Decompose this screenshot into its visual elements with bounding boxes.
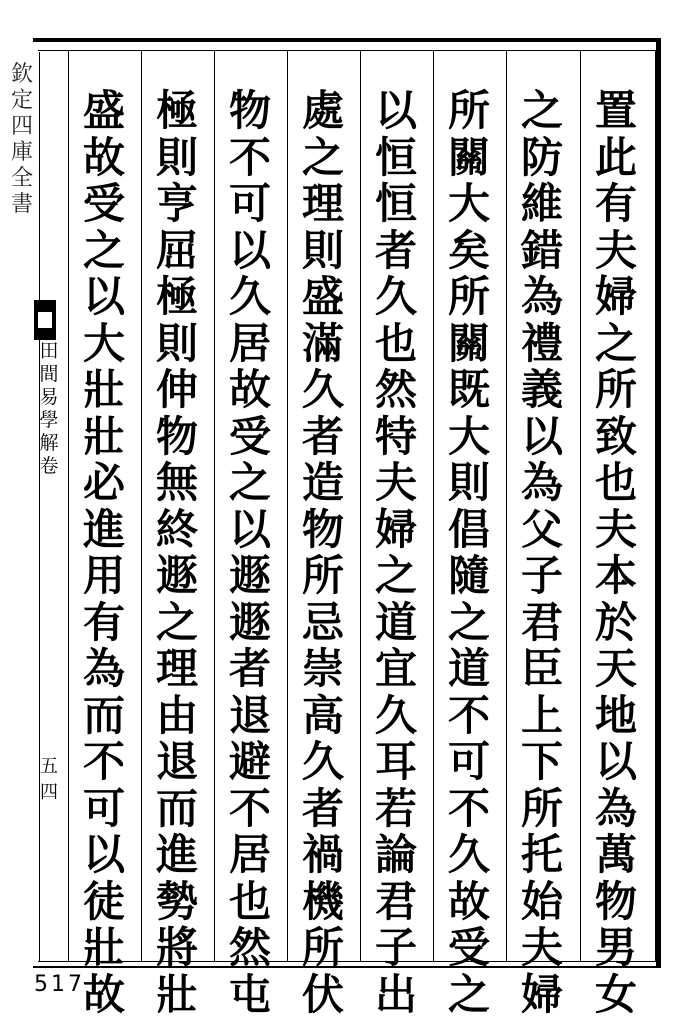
margin-title-char: 全 <box>10 166 33 191</box>
character: 久 <box>301 737 344 786</box>
character: 必 <box>82 458 125 507</box>
character: 夫 <box>520 923 563 972</box>
column-rule <box>580 51 581 961</box>
character: 屯 <box>228 969 271 1019</box>
character: 故 <box>228 365 271 414</box>
character: 天 <box>594 644 637 693</box>
character: 防 <box>520 132 563 182</box>
character: 有 <box>594 179 637 228</box>
character: 無 <box>155 458 198 507</box>
character: 婦 <box>374 504 417 554</box>
character: 然 <box>228 923 271 972</box>
character: 進 <box>82 504 125 554</box>
character: 矣 <box>447 225 490 275</box>
character: 禍 <box>301 830 344 879</box>
character: 伸 <box>155 365 198 414</box>
character: 婦 <box>594 272 637 321</box>
character: 而 <box>82 690 125 740</box>
text-column <box>76 88 132 1018</box>
character: 維 <box>520 179 563 228</box>
character: 由 <box>155 690 198 740</box>
character: 處 <box>301 86 344 135</box>
character: 為 <box>520 458 563 507</box>
margin-subtitle-char: 學 <box>39 409 59 431</box>
character: 故 <box>82 132 125 182</box>
character: 機 <box>301 876 344 926</box>
margin-title <box>8 62 36 218</box>
character: 而 <box>155 783 198 833</box>
character: 之 <box>447 969 490 1019</box>
margin-subtitle-char: 田 <box>39 340 59 362</box>
page-number: 517 <box>34 972 85 997</box>
character: 則 <box>155 318 198 368</box>
character: 久 <box>447 830 490 879</box>
margin-title-char: 庫 <box>10 140 33 165</box>
text-column <box>222 88 278 1018</box>
margin-subtitle-char: 卷 <box>39 455 59 477</box>
character: 錯 <box>520 225 563 275</box>
text-column <box>368 88 424 1018</box>
character: 大 <box>447 179 490 228</box>
character: 致 <box>594 411 637 461</box>
character: 崇 <box>301 644 344 693</box>
character: 壯 <box>82 923 125 972</box>
character: 以 <box>228 225 271 275</box>
column-rule <box>287 51 288 961</box>
margin-subtitle-char: 間 <box>39 363 59 385</box>
margin-folio: 五四 <box>40 756 58 803</box>
character: 可 <box>447 737 490 786</box>
character: 遯 <box>228 551 271 600</box>
character: 盛 <box>301 272 344 321</box>
margin-title-char: 書 <box>10 192 33 217</box>
character: 也 <box>374 318 417 368</box>
character: 物 <box>228 86 271 135</box>
character: 不 <box>447 690 490 740</box>
character: 男 <box>594 923 637 972</box>
margin-title-char: 四 <box>10 114 33 139</box>
character: 耳 <box>374 737 417 786</box>
column-rule <box>214 51 215 961</box>
character: 居 <box>228 318 271 368</box>
character: 臣 <box>520 644 563 693</box>
character: 之 <box>301 132 344 182</box>
character: 於 <box>594 597 637 647</box>
character: 亨 <box>155 179 198 228</box>
character: 隨 <box>447 551 490 600</box>
character: 受 <box>82 179 125 228</box>
character: 所 <box>301 923 344 972</box>
character: 夫 <box>594 504 637 554</box>
character: 義 <box>520 365 563 414</box>
character: 始 <box>520 876 563 926</box>
character: 君 <box>374 876 417 926</box>
character: 久 <box>374 690 417 740</box>
character: 盛 <box>82 86 125 135</box>
character: 特 <box>374 411 417 461</box>
margin-subtitle-char: 易 <box>39 386 59 408</box>
character: 受 <box>447 923 490 972</box>
character: 者 <box>228 644 271 693</box>
character: 滿 <box>301 318 344 368</box>
character: 以 <box>594 737 637 786</box>
character: 不 <box>228 783 271 833</box>
character: 可 <box>82 783 125 833</box>
character: 子 <box>374 923 417 972</box>
character: 徒 <box>82 876 125 926</box>
character: 物 <box>301 504 344 554</box>
character: 恒 <box>374 179 417 228</box>
character: 置 <box>594 86 637 135</box>
character: 壯 <box>82 365 125 414</box>
character: 所 <box>301 551 344 600</box>
character: 婦 <box>520 969 563 1019</box>
character: 然 <box>374 365 417 414</box>
character: 理 <box>301 179 344 228</box>
character: 君 <box>520 597 563 647</box>
character: 既 <box>447 365 490 414</box>
margin-subtitle <box>38 340 60 478</box>
character: 有 <box>82 597 125 647</box>
character: 所 <box>447 272 490 321</box>
character: 以 <box>228 504 271 554</box>
character: 久 <box>228 272 271 321</box>
character: 不 <box>228 132 271 182</box>
character: 出 <box>374 969 417 1019</box>
character: 之 <box>374 551 417 600</box>
character: 關 <box>447 132 490 182</box>
character: 道 <box>447 644 490 693</box>
character: 父 <box>520 504 563 554</box>
character: 者 <box>301 411 344 461</box>
character: 宜 <box>374 644 417 693</box>
character: 故 <box>82 969 125 1019</box>
character: 伏 <box>301 969 344 1019</box>
character: 夫 <box>374 458 417 507</box>
character: 之 <box>82 225 125 275</box>
text-column <box>441 88 497 1018</box>
character: 為 <box>594 783 637 833</box>
character: 之 <box>520 86 563 135</box>
character: 所 <box>520 783 563 833</box>
character: 屈 <box>155 225 198 275</box>
column-rule <box>433 51 434 961</box>
text-column <box>588 88 644 1018</box>
text-column <box>295 88 351 1018</box>
character: 之 <box>447 597 490 647</box>
character: 也 <box>594 458 637 507</box>
character: 地 <box>594 690 637 740</box>
character: 受 <box>228 411 271 461</box>
character: 之 <box>155 597 198 647</box>
fishtail-mark <box>34 300 56 340</box>
character: 所 <box>447 86 490 135</box>
character: 極 <box>155 272 198 321</box>
character: 遯 <box>228 597 271 647</box>
character: 不 <box>82 737 125 786</box>
text-column <box>514 88 570 1018</box>
margin-title-char: 欽 <box>10 62 33 87</box>
character: 不 <box>447 783 490 833</box>
character: 大 <box>447 411 490 461</box>
character: 則 <box>155 132 198 182</box>
character: 也 <box>228 876 271 926</box>
character: 下 <box>520 737 563 786</box>
character: 為 <box>82 644 125 693</box>
character: 倡 <box>447 504 490 554</box>
character: 故 <box>447 876 490 926</box>
column-rule <box>68 51 69 961</box>
character: 忌 <box>301 597 344 647</box>
character: 將 <box>155 923 198 972</box>
character: 以 <box>520 411 563 461</box>
character: 理 <box>155 644 198 693</box>
character: 則 <box>301 225 344 275</box>
character: 若 <box>374 783 417 833</box>
character: 所 <box>594 365 637 414</box>
character: 者 <box>374 225 417 275</box>
character: 居 <box>228 830 271 879</box>
character: 退 <box>155 737 198 786</box>
column-rule <box>506 51 507 961</box>
character: 之 <box>594 318 637 368</box>
character: 勢 <box>155 876 198 926</box>
character: 壯 <box>155 969 198 1019</box>
character: 之 <box>228 458 271 507</box>
character: 久 <box>301 365 344 414</box>
character: 可 <box>228 179 271 228</box>
character: 大 <box>82 318 125 368</box>
character: 關 <box>447 318 490 368</box>
margin-subtitle-char: 解 <box>39 432 59 454</box>
character: 退 <box>228 690 271 740</box>
text-column <box>149 88 205 1018</box>
character: 高 <box>301 690 344 740</box>
margin-title-char: 定 <box>10 88 33 113</box>
character: 極 <box>155 86 198 135</box>
character: 壯 <box>82 411 125 461</box>
character: 久 <box>374 272 417 321</box>
character: 避 <box>228 737 271 786</box>
column-rule <box>141 51 142 961</box>
character: 者 <box>301 783 344 833</box>
character: 禮 <box>520 318 563 368</box>
character: 上 <box>520 690 563 740</box>
character: 夫 <box>594 225 637 275</box>
character: 女 <box>594 969 637 1019</box>
column-rule <box>360 51 361 961</box>
character: 以 <box>82 830 125 879</box>
character: 物 <box>155 411 198 461</box>
character: 以 <box>82 272 125 321</box>
character: 托 <box>520 830 563 879</box>
character: 終 <box>155 504 198 554</box>
character: 則 <box>447 458 490 507</box>
character: 進 <box>155 830 198 879</box>
character: 此 <box>594 132 637 182</box>
character: 造 <box>301 458 344 507</box>
character: 子 <box>520 551 563 600</box>
character: 遯 <box>155 551 198 600</box>
character: 道 <box>374 597 417 647</box>
character: 以 <box>374 86 417 135</box>
character: 為 <box>520 272 563 321</box>
character: 用 <box>82 551 125 600</box>
character: 本 <box>594 551 637 600</box>
character: 論 <box>374 830 417 879</box>
character: 萬 <box>594 830 637 879</box>
character: 物 <box>594 876 637 926</box>
character: 恒 <box>374 132 417 182</box>
